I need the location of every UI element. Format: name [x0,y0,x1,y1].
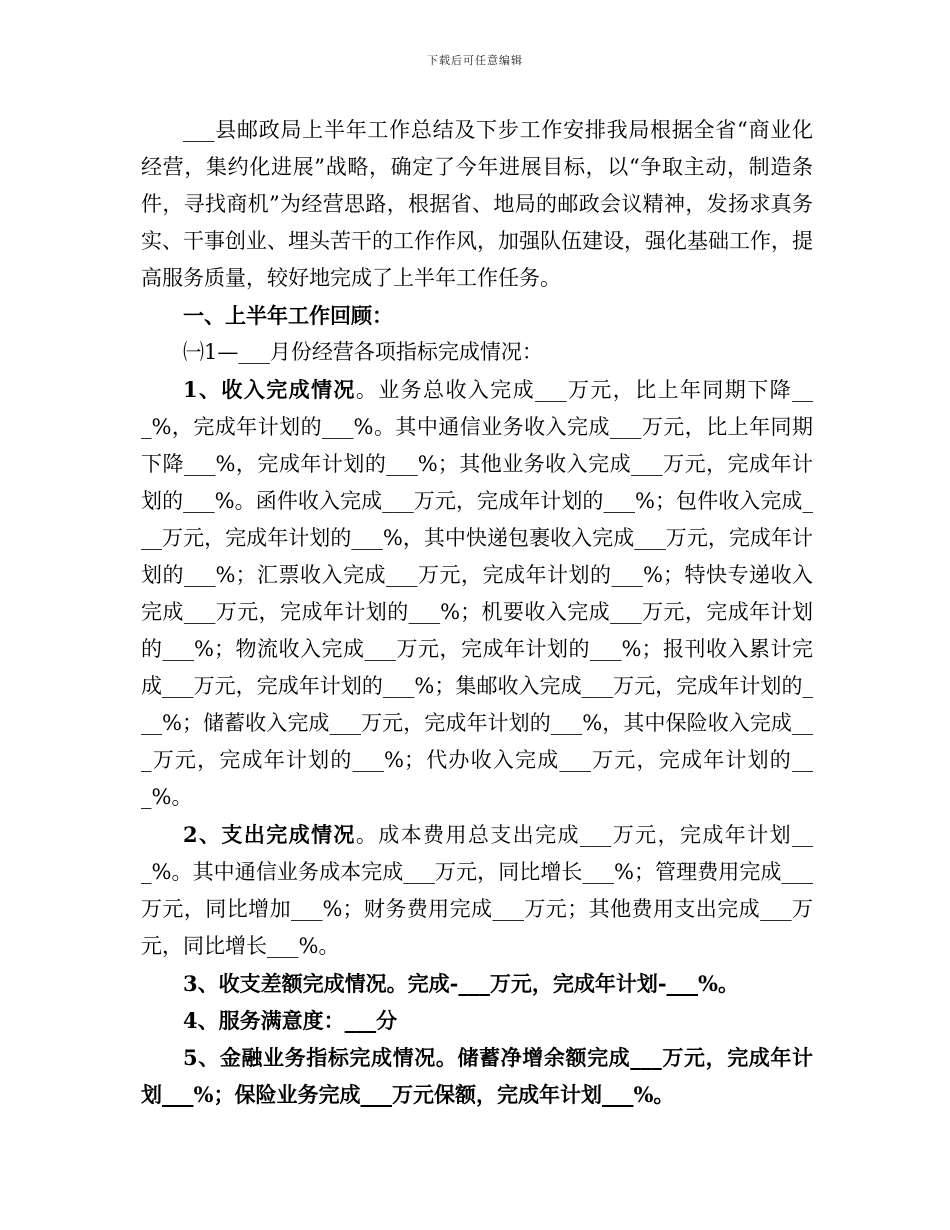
expense-title: 2、支出完成情况 [183,822,356,847]
expense-body: 。成本费用总支出完成___万元，完成年计划___%。其中通信业务成本完成___万元，同比增长___%；管理费用完成___万元，同比增加___%；财务费用完成___万元；其他费用支出完成___万元，同比增长___%。 [141,823,813,958]
income-paragraph [141,371,813,816]
intro-paragraph: ___县邮政局上半年工作总结及下步工作安排我局根据全省“商业化经营，集约化进展”战略，确定了今年进展目标，以“争取主动，制造条件，寻找商机”为经营思路，根据省、地局的邮政会议精神，发扬求真务实、干事创业、埋头苦干的工作作风，加强队伍建设，强化基础工作，提高服务质量，较好地完成了上半年工作任务。 [141,118,813,290]
income-body: 。业务总收入完成___万元，比上年同期下降___%，完成年计划的___%。其中通信业务收入完成___万元，比上年同期下降___%，完成年计划的___%；其他业务收入完成___万元，完成年计划的___%。函件收入完成___万元，完成年计划的___%；包件收入完成___万元，完成年计划的___%，其中快递包裹收入完成___万元，完成年计划的___%；汇票收入完成___万元，完成年计划的___%；特快专递收入完成___万元，完成年计划的___%；机要收入完成___万元，完成年计划的___%；物流收入完成___万元，完成年计划的___%；报刊收入累计完成___万元，完成年计划的___%；集邮收入完成___万元，完成年计划的___%；储蓄收入完成___万元，完成年计划的___%，其中保险收入完成___万元，完成年计划的___%；代办收入完成___万元，完成年计划的___%。 [141,378,813,809]
satisfaction-paragraph: 4、服务满意度：___分 [183,1008,398,1033]
balance-paragraph: 3、收支差额完成情况。完成-___万元，完成年计划-___%。 [183,971,739,996]
finance-paragraph: 5、金融业务指标完成情况。储蓄净增余额完成___万元，完成年计划___%；保险业务完成___万元保额，完成年计划___%。 [141,1045,813,1107]
income-title: 1、收入完成情况 [183,377,356,402]
document-body [141,112,813,1113]
expense-paragraph [141,816,813,965]
subsection-heading: ㈠1—___月份经营各项指标完成情况： [183,340,543,364]
section-heading: 一、上半年工作回顾： [183,303,393,328]
page-header: 下载后可任意编辑 [427,54,523,67]
